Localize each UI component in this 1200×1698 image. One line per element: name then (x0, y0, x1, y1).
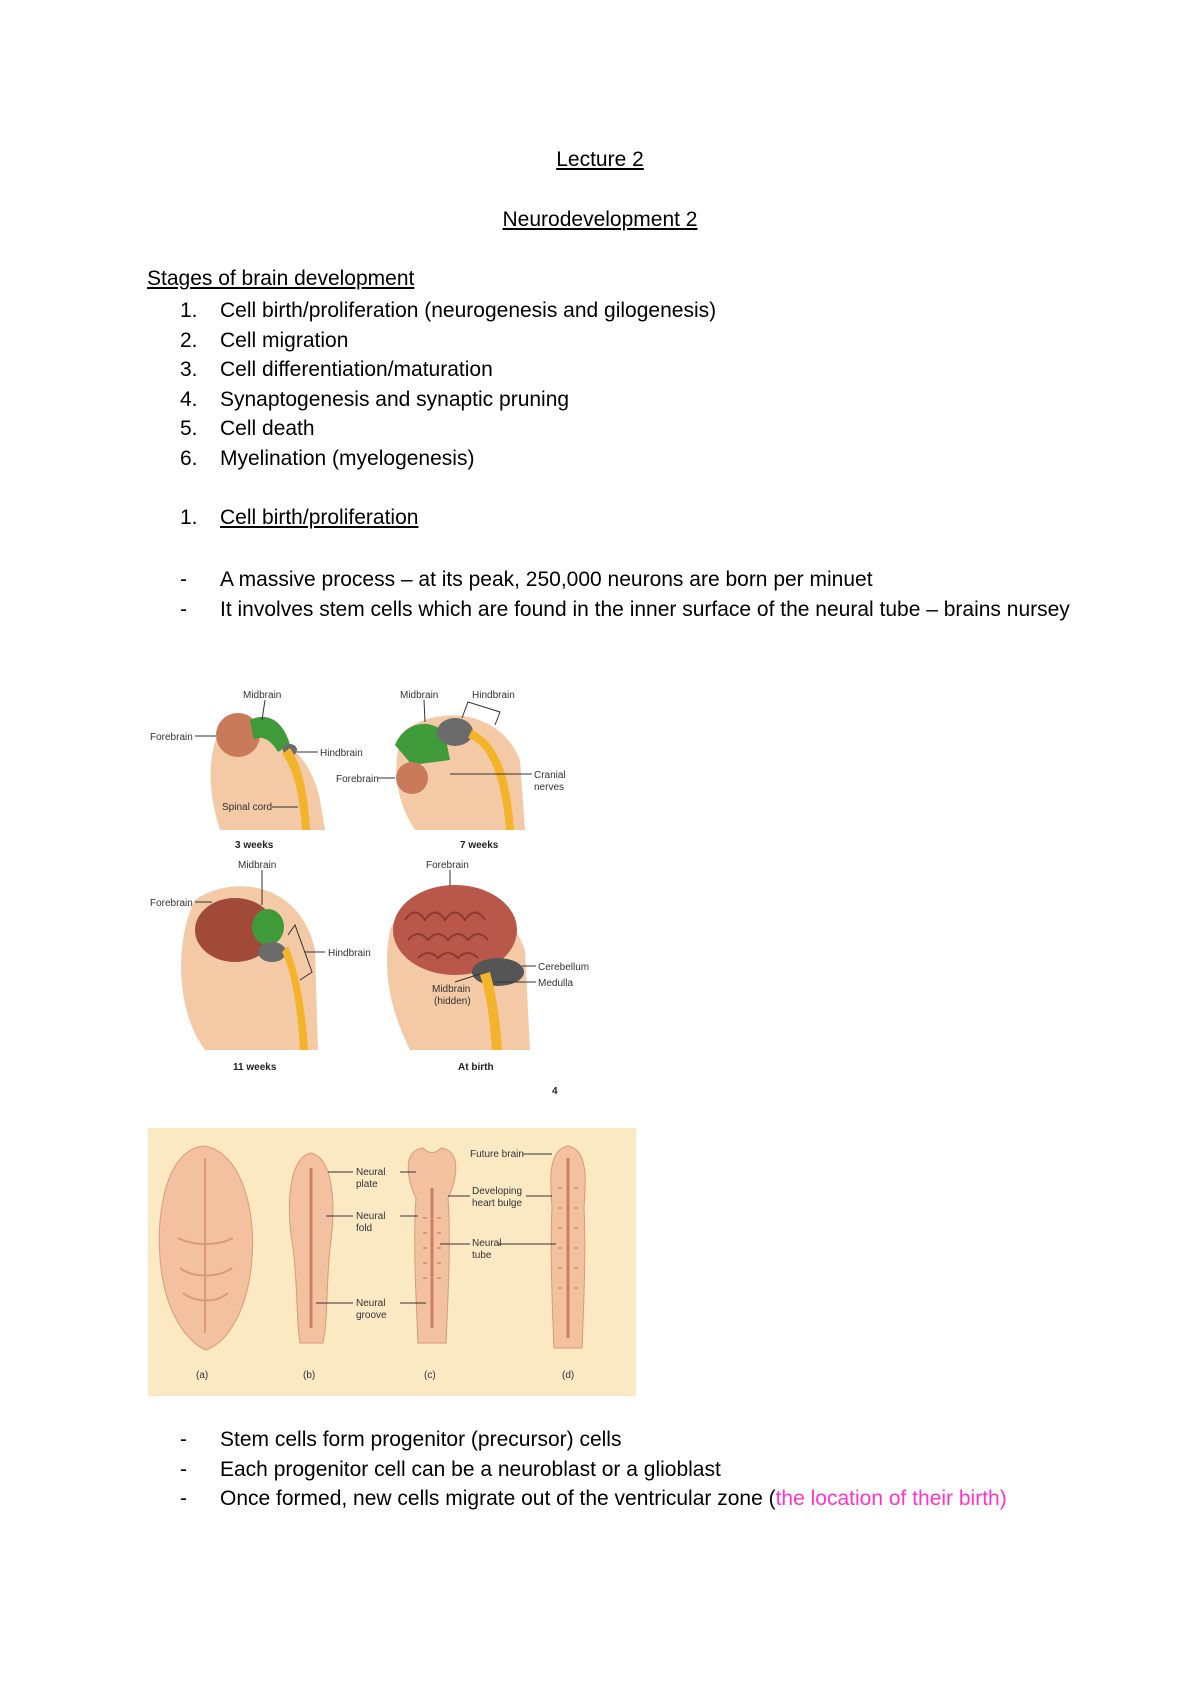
highlighted-text: the location of their birth) (775, 1487, 1007, 1510)
label-hindbrain: Hindbrain (328, 948, 371, 959)
caption-c: (c) (424, 1370, 436, 1381)
bullet-dash: - (180, 1487, 187, 1510)
label-midbrain: Midbrain (400, 690, 439, 701)
list-item (180, 326, 716, 356)
lecture-title: Lecture 2 (556, 148, 644, 171)
caption-7-weeks: 7 weeks (460, 840, 499, 851)
list-item (180, 296, 716, 326)
bullet-text: It involves stem cells which are found in the inner surface of the neural tube – brains nursey (220, 597, 1070, 621)
label-midbrain: Midbrain (243, 690, 282, 701)
list-text: Myelination (myelogenesis) (220, 446, 475, 470)
list-number: 2. (180, 328, 198, 352)
caption-11-weeks: 11 weeks (233, 1062, 277, 1073)
caption-at-birth: At birth (458, 1062, 494, 1073)
bullet-text-plain: Once formed, new cells migrate out of the ventricular zone ( (220, 1487, 776, 1510)
label-spinal-cord: Spinal cord (222, 802, 273, 813)
label-fold: fold (356, 1223, 373, 1234)
list-item (180, 1425, 1080, 1455)
label-forebrain: Forebrain (150, 898, 193, 909)
caption-b: (b) (303, 1370, 316, 1381)
figure-page-number: 4 (552, 1086, 558, 1097)
list-text: Cell migration (220, 328, 349, 352)
label-forebrain: Forebrain (336, 774, 379, 785)
label-neural-fold: Neural (356, 1211, 386, 1222)
bullet-list (180, 1425, 1080, 1514)
label-cerebellum: Cerebellum (538, 962, 590, 973)
label-developing: Developing (472, 1186, 523, 1197)
label-hindbrain: Hindbrain (472, 690, 515, 701)
label-heart-bulge: heart bulge (472, 1198, 523, 1209)
list-item (180, 414, 716, 444)
caption-a: (a) (196, 1370, 209, 1381)
bullet-text: A massive process – at its peak, 250,000 neurons are born per minuet (220, 568, 873, 591)
list-item (180, 1455, 1080, 1485)
label-medulla: Medulla (538, 978, 574, 989)
list-number: 3. (180, 358, 198, 381)
list-number: 4. (180, 387, 198, 411)
section-heading (180, 506, 418, 530)
brain-development-figure (150, 690, 640, 1100)
label-hindbrain: Hindbrain (320, 748, 363, 759)
leader-line (424, 700, 425, 722)
list-number: 5. (180, 417, 198, 440)
label-hidden: (hidden) (434, 996, 471, 1007)
embryo-3-weeks (150, 690, 363, 851)
list-item (180, 385, 716, 415)
list-item (180, 565, 1080, 595)
forebrain-shape (396, 762, 428, 794)
bullet-text: Each progenitor cell can be a neuroblast or a glioblast (220, 1457, 721, 1481)
neural-tube-figure (148, 1128, 636, 1396)
label-cranial: Cranial (534, 770, 566, 781)
list-number: 6. (180, 446, 198, 470)
embryo-7-weeks (336, 690, 566, 851)
bullet-dash: - (180, 597, 187, 621)
stages-heading: Stages of brain development (147, 267, 415, 290)
hindbrain-shape (258, 942, 286, 962)
section-number: 1. (180, 506, 198, 529)
hindbrain-shape (437, 718, 473, 746)
label-future-brain: Future brain (470, 1149, 524, 1160)
list-text: Cell death (220, 417, 315, 440)
stages-list (180, 296, 716, 473)
bullet-dash: - (180, 1457, 187, 1481)
label-neural-groove: Neural (356, 1298, 386, 1309)
caption-3-weeks: 3 weeks (235, 840, 274, 851)
bullet-dash: - (180, 568, 187, 591)
list-item (180, 1484, 1080, 1514)
list-item (180, 595, 1080, 625)
label-midbrain: Midbrain (238, 860, 277, 871)
lecture-subtitle: Neurodevelopment 2 (502, 208, 698, 231)
list-text: Synaptogenesis and synaptic pruning (220, 387, 570, 411)
brain-at-birth (387, 860, 589, 1073)
section-label: Cell birth/proliferation (220, 506, 419, 529)
label-tube: tube (472, 1250, 492, 1261)
bullet-list (180, 565, 1080, 624)
list-text: Cell differentiation/maturation (220, 358, 493, 381)
label-forebrain: Forebrain (426, 860, 469, 871)
bullet-text: Stem cells form progenitor (precursor) cells (220, 1428, 622, 1451)
label-midbrain: Midbrain (432, 984, 471, 995)
list-item (180, 355, 716, 385)
caption-d: (d) (562, 1370, 575, 1381)
label-forebrain: Forebrain (150, 732, 193, 743)
list-text: Cell birth/proliferation (neurogenesis and gilogenesis) (220, 299, 717, 322)
embryo-11-weeks (150, 860, 371, 1073)
list-number: 1. (180, 299, 198, 322)
label-groove: groove (356, 1310, 387, 1321)
label-neural-plate: Neural (356, 1167, 386, 1178)
bullet-text (220, 1484, 1007, 1514)
bullet-dash: - (180, 1428, 187, 1451)
label-neural-tube: Neural (472, 1238, 502, 1249)
label-nerves: nerves (534, 782, 565, 793)
list-item (180, 444, 716, 474)
label-plate: plate (356, 1179, 378, 1190)
midbrain-shape (252, 909, 284, 945)
